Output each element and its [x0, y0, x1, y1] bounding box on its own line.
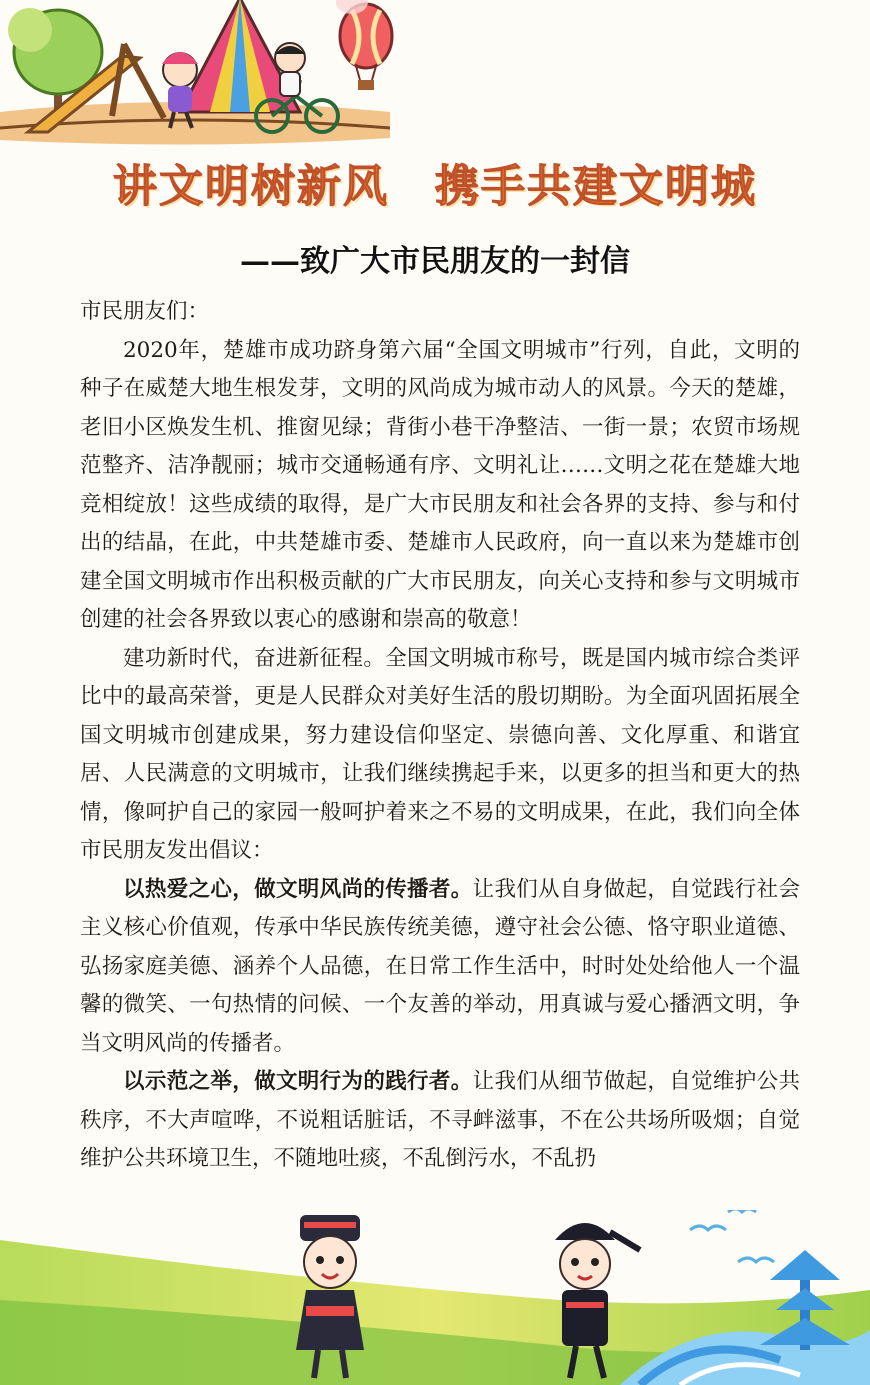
paragraph-4 [80, 1063, 800, 1179]
hot-air-balloon-icon [340, 4, 392, 90]
letter-body [80, 293, 800, 1179]
main-title: 讲文明树新风 携手共建文明城 [113, 161, 757, 212]
paragraph-4-lead: 以示范之举，做文明行为的践行者。 [123, 1069, 473, 1094]
letter-subtitle: ——致广大市民朋友的一封信 [240, 244, 630, 279]
paragraph-1 [80, 332, 800, 640]
paragraph-4-text: 让我们从细节做起，自觉维护公共秩序，不大声喧哗，不说粗话脏话，不寻衅滋事，不在公共场所吸烟；自觉维护公共环境卫生，不随地吐痰，不乱倒污水，不乱扔 [80, 1069, 800, 1171]
top-banner-illustration [0, 0, 870, 150]
paragraph-3-text: 让我们从自身做起，自觉践行社会主义核心价值观，传承中华民族传统美德，遵守社会公德、恪守职业道德、弘扬家庭美德、涵养个人品德，在日常工作生活中，时时处处给他人一个温馨的微笑、一句热情的问候、一个友善的举动，用真诚与爱心播洒文明，争当文明风尚的传播者。 [80, 876, 800, 1056]
paragraph-2-text: 建功新时代，奋进新征程。全国文明城市称号，既是国内城市综合类评比中的最高荣誉，更是人民群众对美好生活的殷切期盼。为全面巩固拓展全国文明城市创建成果，努力建设信仰坚定、崇德向善、文化厚重、和谐宜居、人民满意的文明城市，让我们继续携起手来，以更多的担当和更大的热情，像呵护自己的家园一般呵护着来之不易的文明成果，在此，我们向全体市民朋友发出倡议： [80, 645, 800, 863]
tree-icon [8, 8, 102, 120]
bottom-banner-illustration [0, 1210, 870, 1385]
bird-icon [690, 1210, 774, 1262]
paragraph-2 [80, 640, 800, 871]
paragraph-3 [80, 871, 800, 1064]
salutation: 市民朋友们： [80, 299, 210, 324]
paragraph-1-text: 2020年，楚雄市成功跻身第六届“全国文明城市”行列，自此，文明的种子在威楚大地生根发芽，文明的风尚成为城市动人的风景。今天的楚雄，老旧小区焕发生机、推窗见绿；背街小巷干净整洁、一街一景；农贸市场规范整齐、洁净靓丽；城市交通畅通有序、文明礼让……文明之花在楚雄大地竞相绽放！这些成绩的取得，是广大市民朋友和社会各界的支持、参与和付出的结晶，在此，中共楚雄市委、楚雄市人民政府，向一直以来为楚雄市创建全国文明城市作出积极贡献的广大市民朋友，向关心支持和参与文明城市创建的社会各界致以衷心的感谢和崇高的敬意！ [80, 337, 800, 632]
paragraph-3-lead: 以热爱之心，做文明风尚的传播者。 [123, 876, 473, 902]
